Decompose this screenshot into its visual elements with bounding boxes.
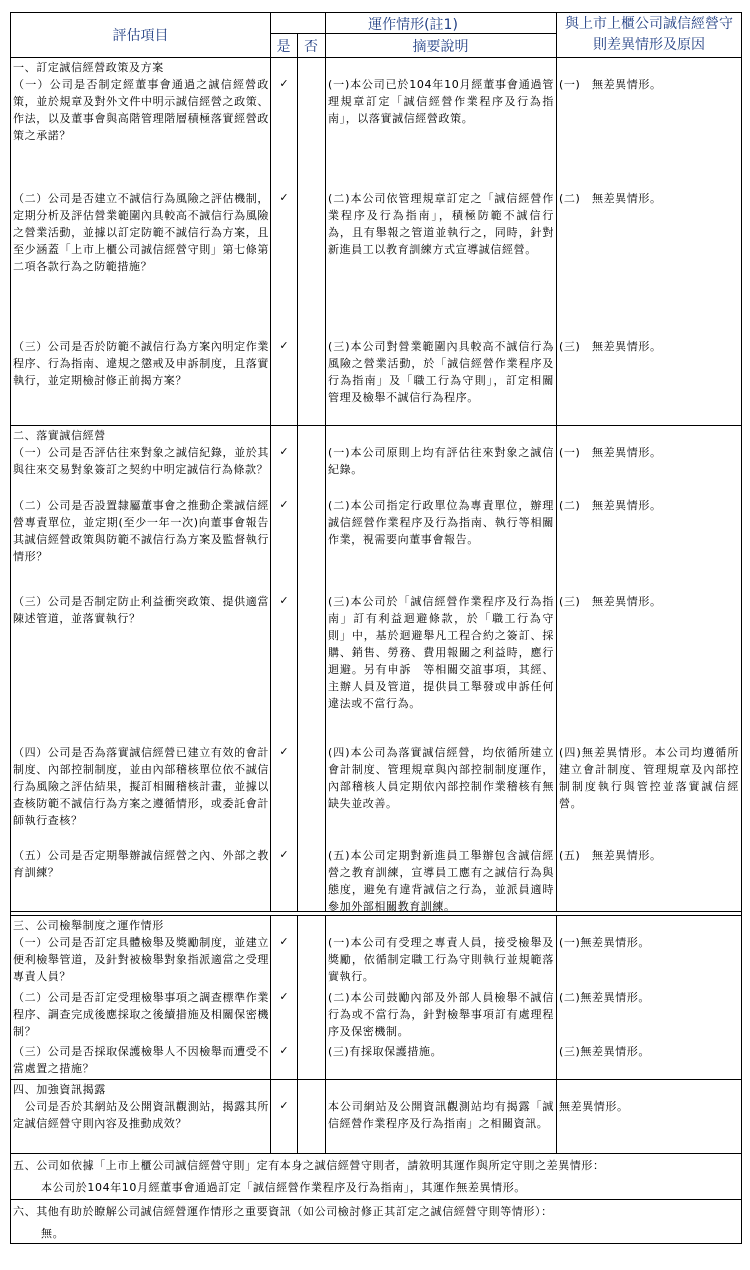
summary: (三)本公司對營業範圍內具較高不誠信行為風險之營業活動，於「誠信經營作業程序及行為指南」及「職工行為守則」，訂定相關管理及檢舉不誠信行為程序。 — [328, 340, 554, 404]
check-mark: ✓ — [279, 594, 289, 607]
header-diff: 與上市上櫃公司誠信經營守則差異情形及原因 — [565, 16, 733, 53]
difference: (一) 無差異情形。 — [559, 78, 662, 91]
section-title: 三、公司檢舉制度之運作情形 — [13, 919, 164, 932]
col-divider — [297, 915, 298, 1153]
integrity-table — [10, 12, 742, 1244]
section-body: 本公司於104年10月經董事會通過訂定「誠信經營作業程序及行為指南」，其運作無差異情形。 — [41, 1181, 526, 1194]
difference: (二) 無差異情形。 — [559, 499, 662, 512]
section-divider — [11, 1199, 741, 1200]
section-title: 二、落實誠信經營 — [13, 429, 106, 442]
question: （五）公司是否定期舉辦誠信經營之內、外部之教育訓練？ — [13, 849, 269, 879]
question: （一）公司是否評估往來對象之誠信紀錄，並於其與往來交易對象簽訂之契約中明定誠信行為條款？ — [13, 446, 269, 476]
check-mark: ✓ — [279, 498, 289, 511]
difference: (一) 無差異情形。 — [559, 446, 662, 459]
col-divider — [556, 915, 557, 1153]
question: 公司是否於其網站及公開資訊觀測站，揭露其所定誠信經營守則內容及推動成效？ — [13, 1100, 269, 1130]
header-item: 評估項目 — [112, 28, 169, 44]
section-divider — [11, 1153, 741, 1154]
check-mark: ✓ — [279, 745, 289, 758]
check-mark: ✓ — [279, 445, 289, 458]
header-summary: 摘要說明 — [412, 39, 469, 55]
question: （一）公司是否訂定具體檢舉及獎勵制度，並建立便利檢舉管道，及針對被檢舉對象指派適當之受理專責人員？ — [13, 936, 269, 983]
question: （二）公司是否設置隸屬董事會之推動企業誠信經營專責單位，並定期(至少一年一次)向董事會報告其誠信經營政策與防範不誠信行為方案及監督執行情形？ — [13, 499, 269, 563]
col-divider — [270, 915, 271, 1153]
question: （三）公司是否採取保護檢舉人不因檢舉而遭受不當處置之措施？ — [13, 1045, 269, 1075]
section-divider — [11, 915, 741, 916]
section-body: 無。 — [41, 1227, 65, 1240]
question: （三）公司是否制定防止利益衝突政策、提供適當陳述管道，並落實執行？ — [13, 595, 269, 625]
check-mark: ✓ — [279, 77, 289, 90]
section-title: 四、加強資訊揭露 — [13, 1083, 106, 1096]
difference: (三) 無差異情形。 — [559, 595, 662, 608]
summary: (四)本公司為落實誠信經營，均依循所建立會計制度、管理規章與內部控制制度運作，內部稽核人員定期依內部控制作業稽核有無缺失並改善。 — [328, 746, 554, 810]
summary: (三)有採取保護措施。 — [328, 1045, 443, 1058]
difference: (二) 無差異情形。 — [559, 192, 662, 205]
difference: (三)無差異情形。 — [559, 1045, 650, 1058]
difference: (三) 無差異情形。 — [559, 340, 662, 353]
header-bottom — [11, 57, 741, 58]
difference: (一)無差異情形。 — [559, 936, 650, 949]
header-yes: 是 — [276, 39, 291, 55]
col-divider — [270, 13, 271, 911]
col-divider — [325, 915, 326, 1153]
section-title: 一、訂定誠信經營政策及方案 — [13, 61, 164, 74]
check-mark: ✓ — [279, 191, 289, 204]
header-status: 運作情形(註1) — [368, 17, 458, 33]
check-mark: ✓ — [279, 1044, 289, 1057]
difference: 無差異情形。 — [559, 1100, 629, 1113]
col-divider — [556, 13, 557, 911]
question: （四）公司是否為落實誠信經營已建立有效的會計制度、內部控制制度，並由內部稽核單位依不誠信行為風險之評估結果，擬訂相關稽核計畫，並據以查核防範不誠信行為方案之遵循情形，或委託會計師執行查核？ — [13, 746, 269, 827]
difference: (四)無差異情形。本公司均遵循所建立會計制度、管理規章及內部控制制度執行與管控並落實誠信經營。 — [559, 746, 739, 810]
difference: (五) 無差異情形。 — [559, 849, 662, 862]
section-divider — [11, 1079, 741, 1080]
check-mark: ✓ — [279, 935, 289, 948]
summary: (二)本公司依管理規章訂定之「誠信經營作業程序及行為指南」，積極防範不誠信行為，且有舉報之管道並執行之，同時，針對新進員工以教育訓練方式宣導誠信經營。 — [328, 192, 554, 256]
summary: 本公司網站及公開資訊觀測站均有揭露「誠信經營作業程序及行為指南」之相關資訊。 — [328, 1100, 554, 1130]
col-divider — [297, 33, 298, 911]
summary: (一)本公司已於104年10月經董事會通過管理規章訂定「誠信經營作業程序及行為指南」，以落實誠信經營政策。 — [328, 78, 554, 125]
question: （一）公司是否制定經董事會通過之誠信經營政策，並於規章及對外文件中明示誠信經營之政策、作法，以及董事會與高階管理階層積極落實經營政策之承諾？ — [13, 78, 269, 142]
summary: (二)本公司指定行政單位為專責單位，辦理誠信經營作業程序及行為指南、執行等相關作業，視需要向董事會報告。 — [328, 499, 554, 546]
header-no: 否 — [304, 39, 318, 55]
section-divider — [11, 425, 741, 426]
question: （二）公司是否訂定受理檢舉事項之調查標準作業程序、調查完成後應採取之後續措施及相關保密機制？ — [13, 991, 269, 1038]
col-divider — [325, 13, 326, 911]
check-mark: ✓ — [279, 848, 289, 861]
question: （二）公司是否建立不誠信行為風險之評估機制，定期分析及評估營業範圍內具較高不誠信行為風險之營業活動，並據以訂定防範不誠信行為方案，且至少涵蓋「上市上櫃公司誠信經營守則」第七條第二項各款行為之防範措施？ — [13, 192, 269, 273]
difference: (二)無差異情形。 — [559, 991, 650, 1004]
check-mark: ✓ — [279, 990, 289, 1003]
summary: (五)本公司定期對新進員工舉辦包含誠信經營之教育訓練，宣導員工應有之誠信行為與態度，避免有違背誠信之行為，並派員適時參加外部相關教育訓練。 — [328, 849, 554, 913]
section-title: 六、其他有助於瞭解公司誠信經營運作情形之重要資訊（如公司檢討修正其訂定之誠信經營守則等情形）： — [13, 1205, 553, 1218]
summary: (三)本公司於「誠信經營作業程序及行為指南」訂有利益迴避條款，於「職工行為守則」中，基於迴避舉凡工程合約之簽訂、採購、銷售、勞務、費用報關之利益時，應行迴避。另有申訴 等相關交誼事項，其經、主辦人員及管道，提供員工舉發或申訴任何違法或不當行為。 — [328, 595, 554, 710]
check-mark: ✓ — [279, 339, 289, 352]
check-mark: ✓ — [279, 1099, 289, 1112]
question: （三）公司是否於防範不誠信行為方案內明定作業程序、行為指南、違規之懲戒及申訴制度，且落實執行，並定期檢討修正前揭方案？ — [13, 340, 269, 387]
summary: (一)本公司有受理之專責人員，接受檢舉及獎勵，依循制定職工行為守則執行並規範落實執行。 — [328, 936, 554, 983]
summary: (二)本公司鼓勵內部及外部人員檢舉不誠信行為或不當行為，針對檢舉事項訂有處理程序及保密機制。 — [328, 991, 554, 1038]
section-title: 五、公司如依據「上市上櫃公司誠信經營守則」定有本身之誠信經營守則者，請敘明其運作與所定守則之差異情形： — [13, 1159, 605, 1172]
summary: (一)本公司原則上均有評估往來對象之誠信紀錄。 — [328, 446, 554, 476]
